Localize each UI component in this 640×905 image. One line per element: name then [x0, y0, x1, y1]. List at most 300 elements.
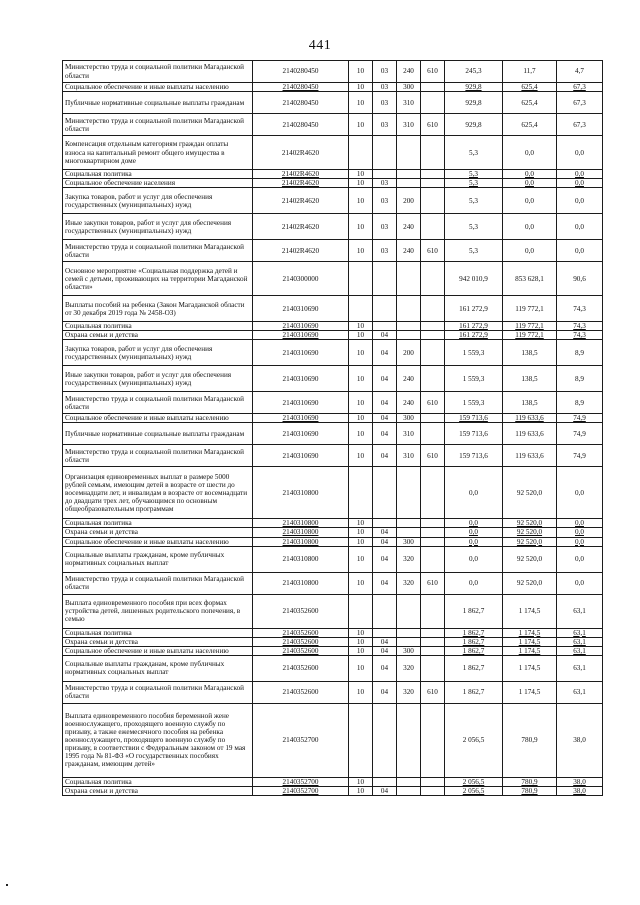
- row-value-plan: 245,3: [445, 61, 503, 83]
- row-expense-type: [397, 786, 421, 795]
- row-subsection: 04: [373, 414, 397, 423]
- row-value-percent: 38,0: [557, 703, 603, 777]
- table-row: [63, 366, 603, 392]
- row-expense-type: 310: [397, 92, 421, 114]
- row-section: [349, 262, 373, 296]
- row-section: 10: [349, 240, 373, 262]
- table-row: [63, 537, 603, 546]
- row-value-actual: 119 633,6: [503, 445, 557, 467]
- row-target-code: 2140280450: [253, 61, 349, 83]
- row-subsection: [373, 467, 397, 519]
- row-expense-type: [397, 136, 421, 170]
- row-value-actual: 0,0: [503, 240, 557, 262]
- row-value-plan: 0,0: [445, 519, 503, 528]
- row-subsection: 04: [373, 646, 397, 655]
- row-department: 610: [421, 445, 445, 467]
- row-value-plan: 159 713,6: [445, 445, 503, 467]
- row-value-percent: 0,0: [557, 136, 603, 170]
- row-name: Социальное обеспечение и иные выплаты населению: [63, 83, 253, 92]
- row-subsection: [373, 628, 397, 637]
- row-section: 10: [349, 445, 373, 467]
- row-expense-type: 200: [397, 188, 421, 214]
- row-target-code: 2140310690: [253, 331, 349, 340]
- table-body: [63, 61, 603, 796]
- row-value-plan: 5,3: [445, 170, 503, 179]
- row-value-percent: 63,1: [557, 594, 603, 628]
- row-value-percent: 63,1: [557, 655, 603, 681]
- row-section: 10: [349, 546, 373, 572]
- row-value-plan: 161 272,9: [445, 296, 503, 322]
- row-value-actual: 1 174,5: [503, 594, 557, 628]
- row-target-code: 2140352600: [253, 681, 349, 703]
- row-value-percent: 74,3: [557, 331, 603, 340]
- row-value-actual: 780,9: [503, 786, 557, 795]
- row-subsection: 04: [373, 637, 397, 646]
- row-name: Выплата единовременного пособия беременной жене военнослужащего, проходящего военную службу по призыву, а также ежемесячного пособия на ребенка военнослужащего, проходящего военную службу по призыву, в соответствии с Федеральным законом от 19 мая 1995 года № 81-ФЗ «О государственных пособиях гражданам, имеющим детей»: [63, 703, 253, 777]
- table-row: [63, 445, 603, 467]
- row-target-code: 2140280450: [253, 92, 349, 114]
- row-department: [421, 331, 445, 340]
- row-value-actual: 119 772,1: [503, 331, 557, 340]
- row-value-actual: 92 520,0: [503, 546, 557, 572]
- row-subsection: 03: [373, 179, 397, 188]
- row-value-actual: 0,0: [503, 179, 557, 188]
- row-expense-type: [397, 637, 421, 646]
- row-department: [421, 340, 445, 366]
- row-expense-type: 240: [397, 61, 421, 83]
- row-value-plan: 2 056,5: [445, 777, 503, 786]
- table-row: [63, 331, 603, 340]
- page-number: 441: [308, 38, 332, 53]
- row-value-actual: 1 174,5: [503, 628, 557, 637]
- row-target-code: 2140352600: [253, 628, 349, 637]
- row-name: Социальная политика: [63, 628, 253, 637]
- row-department: [421, 655, 445, 681]
- row-department: [421, 777, 445, 786]
- row-department: [421, 637, 445, 646]
- row-subsection: [373, 170, 397, 179]
- row-name: Министерство труда и социальной политики Магаданской области: [63, 445, 253, 467]
- table-row: [63, 179, 603, 188]
- row-subsection: 04: [373, 528, 397, 537]
- row-department: [421, 262, 445, 296]
- row-target-code: 2140352600: [253, 646, 349, 655]
- row-target-code: 2140310690: [253, 366, 349, 392]
- row-name: Публичные нормативные социальные выплаты гражданам: [63, 92, 253, 114]
- table-row: [63, 322, 603, 331]
- row-subsection: [373, 322, 397, 331]
- row-subsection: 04: [373, 445, 397, 467]
- table-row: [63, 92, 603, 114]
- row-target-code: 2140352600: [253, 594, 349, 628]
- row-value-percent: 8,9: [557, 340, 603, 366]
- row-target-code: 2140280450: [253, 114, 349, 136]
- table-row: [63, 423, 603, 445]
- row-expense-type: 310: [397, 423, 421, 445]
- row-department: [421, 628, 445, 637]
- row-value-plan: 161 272,9: [445, 322, 503, 331]
- row-value-actual: 780,9: [503, 777, 557, 786]
- row-value-plan: 5,3: [445, 188, 503, 214]
- margin-mark: [6, 884, 8, 886]
- row-value-percent: 63,1: [557, 628, 603, 637]
- row-subsection: 04: [373, 681, 397, 703]
- row-value-percent: 4,7: [557, 61, 603, 83]
- row-value-actual: 625,4: [503, 92, 557, 114]
- table-row: [63, 240, 603, 262]
- row-target-code: 2140310690: [253, 340, 349, 366]
- row-subsection: 03: [373, 114, 397, 136]
- row-target-code: 2140352600: [253, 655, 349, 681]
- row-expense-type: 310: [397, 114, 421, 136]
- row-name: Выплаты пособий на ребенка (Закон Магаданской области от 30 декабря 2019 года № 2458-ОЗ): [63, 296, 253, 322]
- row-value-actual: 92 520,0: [503, 537, 557, 546]
- row-name: Закупка товаров, работ и услуг для обеспечения государственных (муниципальных) нужд: [63, 340, 253, 366]
- row-value-actual: 119 633,6: [503, 423, 557, 445]
- row-section: 10: [349, 170, 373, 179]
- row-value-percent: 0,0: [557, 572, 603, 594]
- row-target-code: 2140310800: [253, 572, 349, 594]
- table-row: [63, 214, 603, 240]
- row-subsection: 03: [373, 83, 397, 92]
- budget-table: [62, 60, 603, 796]
- row-expense-type: [397, 777, 421, 786]
- row-department: [421, 703, 445, 777]
- row-expense-type: [397, 179, 421, 188]
- row-value-actual: 119 772,1: [503, 322, 557, 331]
- row-department: 610: [421, 61, 445, 83]
- row-target-code: 2140310690: [253, 423, 349, 445]
- row-target-code: 2140352600: [253, 637, 349, 646]
- row-target-code: 21402R4620: [253, 170, 349, 179]
- row-department: [421, 423, 445, 445]
- row-value-actual: 92 520,0: [503, 467, 557, 519]
- row-value-plan: 929,8: [445, 92, 503, 114]
- row-subsection: 03: [373, 61, 397, 83]
- row-section: 10: [349, 114, 373, 136]
- row-target-code: 2140310800: [253, 528, 349, 537]
- row-value-percent: 67,3: [557, 114, 603, 136]
- row-value-actual: 138,5: [503, 366, 557, 392]
- row-subsection: [373, 262, 397, 296]
- row-expense-type: 240: [397, 214, 421, 240]
- row-target-code: 2140310690: [253, 322, 349, 331]
- row-department: 610: [421, 681, 445, 703]
- row-subsection: 04: [373, 537, 397, 546]
- row-value-plan: 0,0: [445, 572, 503, 594]
- row-value-plan: 929,8: [445, 114, 503, 136]
- row-value-plan: 1 862,7: [445, 637, 503, 646]
- row-name: Компенсация отдельным категориям граждан оплаты взноса на капитальный ремонт общего имущества в многоквартирном доме: [63, 136, 253, 170]
- table-row: [63, 681, 603, 703]
- row-expense-type: 200: [397, 340, 421, 366]
- row-name: Иные закупки товаров, работ и услуг для обеспечения государственных (муниципальных) нужд: [63, 214, 253, 240]
- row-expense-type: [397, 519, 421, 528]
- row-target-code: 2140352700: [253, 786, 349, 795]
- row-department: [421, 594, 445, 628]
- row-expense-type: 300: [397, 537, 421, 546]
- row-expense-type: 320: [397, 546, 421, 572]
- row-value-plan: 0,0: [445, 546, 503, 572]
- table-row: [63, 646, 603, 655]
- row-name: Охрана семьи и детства: [63, 637, 253, 646]
- row-target-code: 2140310800: [253, 546, 349, 572]
- row-section: 10: [349, 340, 373, 366]
- row-department: [421, 179, 445, 188]
- row-section: 10: [349, 786, 373, 795]
- row-name: Социальная политика: [63, 777, 253, 786]
- row-name: Социальное обеспечение населения: [63, 179, 253, 188]
- row-target-code: 2140352700: [253, 703, 349, 777]
- table-row: [63, 83, 603, 92]
- row-name: Выплата единовременного пособия при всех формах устройства детей, лишенных родительского попечения, в семью: [63, 594, 253, 628]
- row-value-percent: 0,0: [557, 546, 603, 572]
- row-section: 10: [349, 331, 373, 340]
- row-target-code: 21402R4620: [253, 240, 349, 262]
- table-row: [63, 414, 603, 423]
- row-section: 10: [349, 572, 373, 594]
- row-name: Иные закупки товаров, работ и услуг для обеспечения государственных (муниципальных) нужд: [63, 366, 253, 392]
- row-subsection: [373, 777, 397, 786]
- row-name: Социальные выплаты гражданам, кроме публичных нормативных социальных выплат: [63, 546, 253, 572]
- row-subsection: 03: [373, 240, 397, 262]
- row-target-code: 2140310800: [253, 537, 349, 546]
- row-subsection: 04: [373, 572, 397, 594]
- row-value-percent: 63,1: [557, 637, 603, 646]
- row-value-plan: 2 056,5: [445, 703, 503, 777]
- row-name: Социальное обеспечение и иные выплаты населению: [63, 646, 253, 655]
- row-value-actual: 11,7: [503, 61, 557, 83]
- row-value-percent: 0,0: [557, 467, 603, 519]
- row-expense-type: [397, 703, 421, 777]
- row-subsection: 04: [373, 423, 397, 445]
- row-name: Министерство труда и социальной политики Магаданской области: [63, 240, 253, 262]
- row-department: [421, 366, 445, 392]
- row-value-actual: 0,0: [503, 214, 557, 240]
- table-row: [63, 262, 603, 296]
- row-subsection: [373, 519, 397, 528]
- row-name: Социальное обеспечение и иные выплаты населению: [63, 414, 253, 423]
- row-value-plan: 0,0: [445, 528, 503, 537]
- row-name: Министерство труда и социальной политики Магаданской области: [63, 61, 253, 83]
- row-subsection: 03: [373, 214, 397, 240]
- row-value-actual: 0,0: [503, 188, 557, 214]
- row-department: [421, 546, 445, 572]
- row-value-percent: 0,0: [557, 240, 603, 262]
- row-subsection: [373, 296, 397, 322]
- row-expense-type: 300: [397, 414, 421, 423]
- row-value-plan: 0,0: [445, 537, 503, 546]
- row-value-actual: 625,4: [503, 114, 557, 136]
- row-department: [421, 83, 445, 92]
- table-row: [63, 467, 603, 519]
- row-department: 610: [421, 240, 445, 262]
- row-target-code: 2140310800: [253, 467, 349, 519]
- row-value-percent: 63,1: [557, 681, 603, 703]
- row-value-percent: 0,0: [557, 179, 603, 188]
- row-name: Охрана семьи и детства: [63, 786, 253, 795]
- row-value-plan: 0,0: [445, 467, 503, 519]
- row-expense-type: [397, 528, 421, 537]
- row-expense-type: 300: [397, 646, 421, 655]
- row-subsection: [373, 136, 397, 170]
- table-row: [63, 528, 603, 537]
- row-department: [421, 188, 445, 214]
- row-target-code: 2140310690: [253, 296, 349, 322]
- row-expense-type: [397, 296, 421, 322]
- row-expense-type: [397, 594, 421, 628]
- row-value-plan: 929,8: [445, 83, 503, 92]
- row-value-plan: 159 713,6: [445, 414, 503, 423]
- row-expense-type: [397, 262, 421, 296]
- row-name: Министерство труда и социальной политики Магаданской области: [63, 681, 253, 703]
- row-department: 610: [421, 392, 445, 414]
- row-section: 10: [349, 423, 373, 445]
- row-value-actual: 92 520,0: [503, 572, 557, 594]
- row-section: 10: [349, 537, 373, 546]
- row-name: Министерство труда и социальной политики Магаданской области: [63, 572, 253, 594]
- row-value-percent: 0,0: [557, 170, 603, 179]
- row-value-percent: 0,0: [557, 528, 603, 537]
- row-value-plan: 1 862,7: [445, 655, 503, 681]
- row-target-code: 2140310690: [253, 445, 349, 467]
- row-target-code: 2140300000: [253, 262, 349, 296]
- table-row: [63, 170, 603, 179]
- row-value-plan: 1 862,7: [445, 628, 503, 637]
- row-department: 610: [421, 114, 445, 136]
- row-value-actual: 119 633,6: [503, 414, 557, 423]
- row-section: 10: [349, 61, 373, 83]
- row-value-plan: 159 713,6: [445, 423, 503, 445]
- row-section: 10: [349, 83, 373, 92]
- row-department: [421, 414, 445, 423]
- row-section: 10: [349, 92, 373, 114]
- row-subsection: 04: [373, 340, 397, 366]
- table-row: [63, 703, 603, 777]
- row-value-actual: 1 174,5: [503, 637, 557, 646]
- row-section: 10: [349, 637, 373, 646]
- row-target-code: 2140310800: [253, 519, 349, 528]
- row-value-plan: 5,3: [445, 240, 503, 262]
- row-expense-type: 300: [397, 83, 421, 92]
- row-value-percent: 0,0: [557, 214, 603, 240]
- row-value-actual: 1 174,5: [503, 681, 557, 703]
- row-value-actual: 92 520,0: [503, 528, 557, 537]
- row-section: 10: [349, 528, 373, 537]
- row-name: Министерство труда и социальной политики Магаданской области: [63, 392, 253, 414]
- row-value-actual: 1 174,5: [503, 655, 557, 681]
- row-section: [349, 703, 373, 777]
- row-subsection: 04: [373, 546, 397, 572]
- row-expense-type: [397, 628, 421, 637]
- row-expense-type: 240: [397, 366, 421, 392]
- row-section: 10: [349, 214, 373, 240]
- row-value-percent: 74,3: [557, 296, 603, 322]
- row-value-plan: 942 010,9: [445, 262, 503, 296]
- row-value-plan: 2 056,5: [445, 786, 503, 795]
- row-expense-type: 240: [397, 240, 421, 262]
- row-value-plan: 5,3: [445, 136, 503, 170]
- row-name: Публичные нормативные социальные выплаты гражданам: [63, 423, 253, 445]
- table-row: [63, 594, 603, 628]
- table-row: [63, 777, 603, 786]
- row-value-plan: 5,3: [445, 179, 503, 188]
- row-target-code: 21402R4620: [253, 214, 349, 240]
- row-department: [421, 92, 445, 114]
- row-expense-type: [397, 467, 421, 519]
- row-subsection: 04: [373, 366, 397, 392]
- row-subsection: 03: [373, 92, 397, 114]
- row-name: Охрана семьи и детства: [63, 528, 253, 537]
- row-expense-type: 310: [397, 445, 421, 467]
- row-section: 10: [349, 519, 373, 528]
- table-row: [63, 340, 603, 366]
- row-expense-type: 320: [397, 681, 421, 703]
- row-name: Закупка товаров, работ и услуг для обеспечения государственных (муниципальных) нужд: [63, 188, 253, 214]
- row-section: 10: [349, 655, 373, 681]
- row-value-plan: 5,3: [445, 214, 503, 240]
- row-value-plan: 161 272,9: [445, 331, 503, 340]
- table-row: [63, 637, 603, 646]
- row-value-actual: 119 772,1: [503, 296, 557, 322]
- row-value-percent: 67,3: [557, 92, 603, 114]
- row-section: [349, 136, 373, 170]
- row-department: [421, 467, 445, 519]
- row-value-percent: 0,0: [557, 537, 603, 546]
- row-section: 10: [349, 681, 373, 703]
- table-row: [63, 546, 603, 572]
- row-department: [421, 322, 445, 331]
- row-subsection: 04: [373, 392, 397, 414]
- row-value-percent: 8,9: [557, 392, 603, 414]
- row-name: Министерство труда и социальной политики Магаданской области: [63, 114, 253, 136]
- row-department: [421, 214, 445, 240]
- row-section: 10: [349, 777, 373, 786]
- row-target-code: 2140310690: [253, 392, 349, 414]
- row-subsection: 04: [373, 331, 397, 340]
- row-name: Социальное обеспечение и иные выплаты населению: [63, 537, 253, 546]
- row-value-percent: 67,3: [557, 83, 603, 92]
- row-value-plan: 1 559,3: [445, 366, 503, 392]
- row-subsection: 03: [373, 188, 397, 214]
- row-name: Социальная политика: [63, 322, 253, 331]
- row-subsection: 04: [373, 655, 397, 681]
- row-name: Социальная политика: [63, 519, 253, 528]
- row-value-plan: 1 862,7: [445, 646, 503, 655]
- row-department: [421, 296, 445, 322]
- row-value-actual: 853 628,1: [503, 262, 557, 296]
- row-section: 10: [349, 392, 373, 414]
- row-expense-type: [397, 170, 421, 179]
- row-value-percent: 0,0: [557, 519, 603, 528]
- row-value-actual: 0,0: [503, 136, 557, 170]
- row-value-plan: 1 862,7: [445, 594, 503, 628]
- row-section: [349, 467, 373, 519]
- row-value-actual: 138,5: [503, 392, 557, 414]
- row-expense-type: 320: [397, 572, 421, 594]
- row-name: Социальные выплаты гражданам, кроме публичных нормативных социальных выплат: [63, 655, 253, 681]
- row-expense-type: 240: [397, 392, 421, 414]
- row-section: [349, 296, 373, 322]
- row-value-plan: 1 559,3: [445, 392, 503, 414]
- row-section: 10: [349, 414, 373, 423]
- table-row: [63, 136, 603, 170]
- row-expense-type: 320: [397, 655, 421, 681]
- row-name: Основное мероприятие «Социальная поддержка детей и семей с детьми, проживающих на территории Магаданской области»: [63, 262, 253, 296]
- row-target-code: 2140310690: [253, 414, 349, 423]
- row-expense-type: [397, 331, 421, 340]
- row-value-actual: 780,9: [503, 703, 557, 777]
